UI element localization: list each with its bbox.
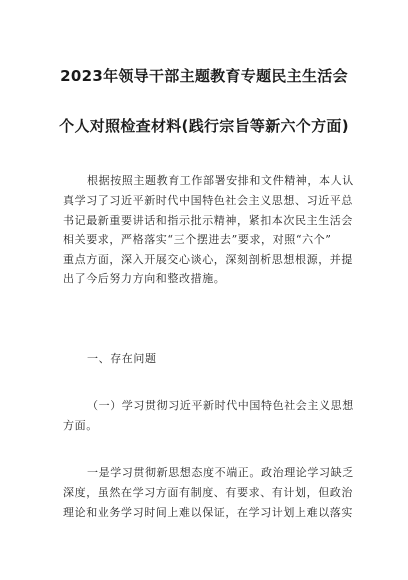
intro-line-1: 根据按照主题教育工作部署安排和文件精神，本人认 <box>87 174 354 187</box>
subsection-heading-line-1: （一）学习贯彻习近平新时代中国特色社会主义思想 <box>87 399 354 412</box>
intro-line-6: 出了今后努力方向和整改措施。 <box>63 272 226 285</box>
subsection-heading-line-2: 方面。 <box>63 419 98 432</box>
intro-line-4: 相关要求，严格落实“三个摆进去”要求，对照“六个” <box>63 233 332 246</box>
intro-line-5: 重点方面，深入开展交心谈心，深刻剖析思想根源，并提 <box>63 253 353 266</box>
point-1-line-3: 理论和业务学习时间上难以保证，在学习计划上难以落实 <box>63 506 353 519</box>
point-1-line-2: 深度，虽然在学习方面有制度、有要求、有计划，但政治 <box>63 486 353 499</box>
document-title-line-2: 个人对照检查材料(践行宗旨等新六个方面) <box>59 117 349 135</box>
point-1-line-1: 一是学习贯彻新思想态度不端正。政治理论学习缺乏 <box>87 466 354 479</box>
section-heading-problems: 一、存在问题 <box>87 352 157 365</box>
intro-line-2: 真学习了习近平新时代中国特色社会主义思想、习近平总 <box>63 194 353 207</box>
document-title-line-1: 2023年领导干部主题教育专题民主生活会 <box>60 67 348 85</box>
intro-line-3: 书记最新重要讲话和指示批示精神，紧扣本次民主生活会 <box>63 214 353 227</box>
